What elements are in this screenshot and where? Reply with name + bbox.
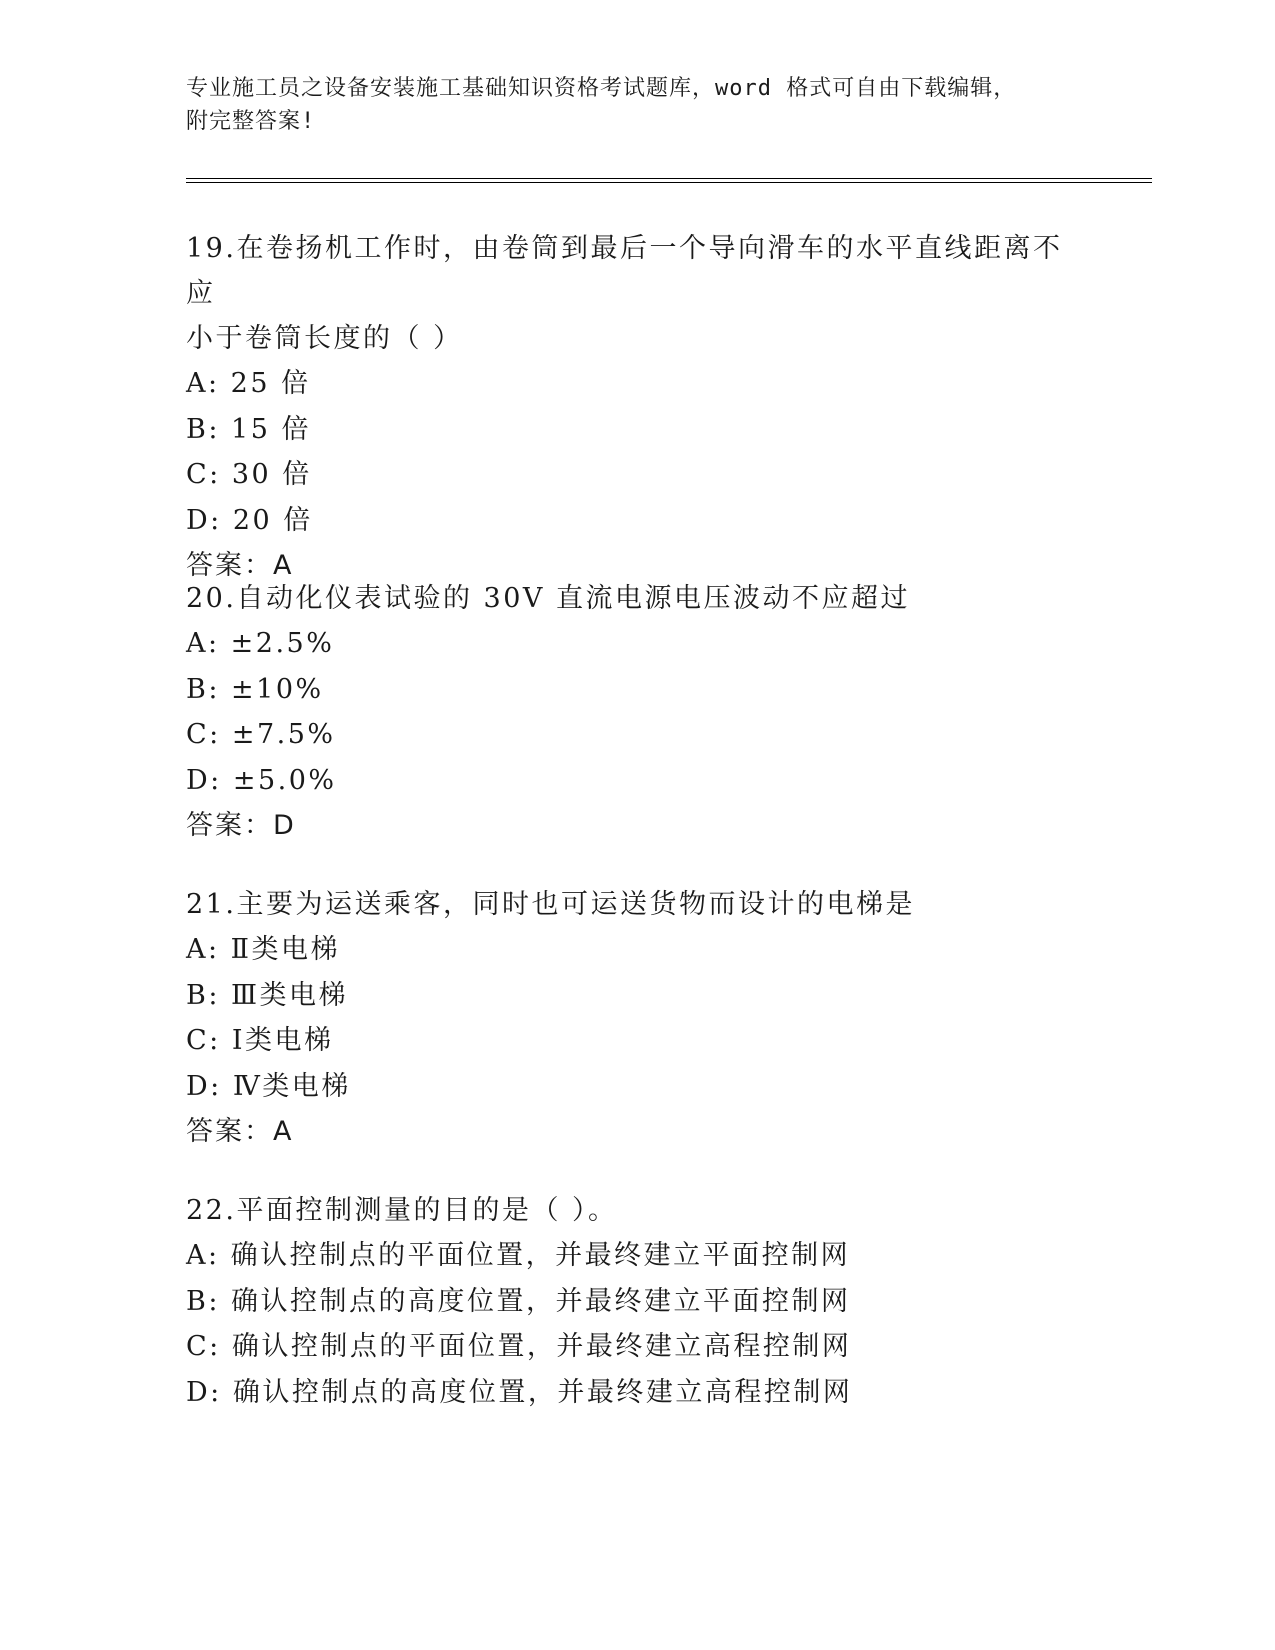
header-divider-top <box>186 178 1152 179</box>
option-c: C: ±7.5% <box>186 719 336 750</box>
question-stem <box>186 882 1086 927</box>
answer: 答案：D <box>186 810 296 841</box>
option-d: D: ±5.0% <box>186 764 337 796</box>
option-d: D: 确认控制点的高度位置，并最终建立高程控制网 <box>186 1376 853 1408</box>
option-b: B: Ⅲ类电梯 <box>186 979 349 1011</box>
question-stem <box>186 1188 1086 1233</box>
header-line-2: 附完整答案! <box>186 109 316 134</box>
option-a: A: 25 倍 <box>186 368 311 399</box>
header-line-1: 专业施工员之设备安装施工基础知识资格考试题库，word 格式可自由下载编辑， <box>186 76 1017 101</box>
option-a: A: ±2.5% <box>186 628 335 659</box>
answer: 答案：A <box>186 1116 294 1147</box>
document-header <box>186 72 1086 138</box>
option-d: D: 20 倍 <box>186 504 313 536</box>
answer: 答案：A <box>186 550 294 581</box>
question-number: 22. <box>186 1195 237 1226</box>
question-22 <box>186 1188 1086 1415</box>
question-21 <box>186 882 1086 1155</box>
question-number: 19. <box>186 233 237 264</box>
question-number: 21. <box>186 889 237 920</box>
question-stem-line-1: 在卷扬机工作时，由卷筒到最后一个导向滑车的水平直线距离不应 <box>186 233 1063 309</box>
header-divider-bottom <box>186 182 1152 183</box>
option-a: A: Ⅱ类电梯 <box>186 934 341 965</box>
option-c: C: 确认控制点的平面位置，并最终建立高程控制网 <box>186 1331 852 1362</box>
question-stem-line-1: 平面控制测量的目的是（ ）。 <box>236 1195 618 1226</box>
option-d: D: Ⅳ类电梯 <box>186 1070 351 1102</box>
option-b: B: ±10% <box>186 673 324 705</box>
question-19 <box>186 226 1086 589</box>
question-stem-line-2: 小于卷筒长度的（ ） <box>186 323 463 354</box>
option-c: C: Ⅰ类电梯 <box>186 1025 334 1056</box>
question-number: 20. <box>186 583 237 614</box>
question-stem-line-1: 主要为运送乘客，同时也可运送货物而设计的电梯是 <box>236 889 915 920</box>
question-20 <box>186 576 1086 849</box>
question-stem-line-1: 自动化仪表试验的 30V 直流电源电压波动不应超过 <box>236 583 910 614</box>
option-b: B: 15 倍 <box>186 413 311 445</box>
question-stem <box>186 226 1086 316</box>
question-stem <box>186 576 1086 621</box>
option-b: B: 确认控制点的高度位置，并最终建立平面控制网 <box>186 1285 851 1317</box>
option-c: C: 30 倍 <box>186 459 312 490</box>
option-a: A: 确认控制点的平面位置，并最终建立平面控制网 <box>186 1240 851 1271</box>
